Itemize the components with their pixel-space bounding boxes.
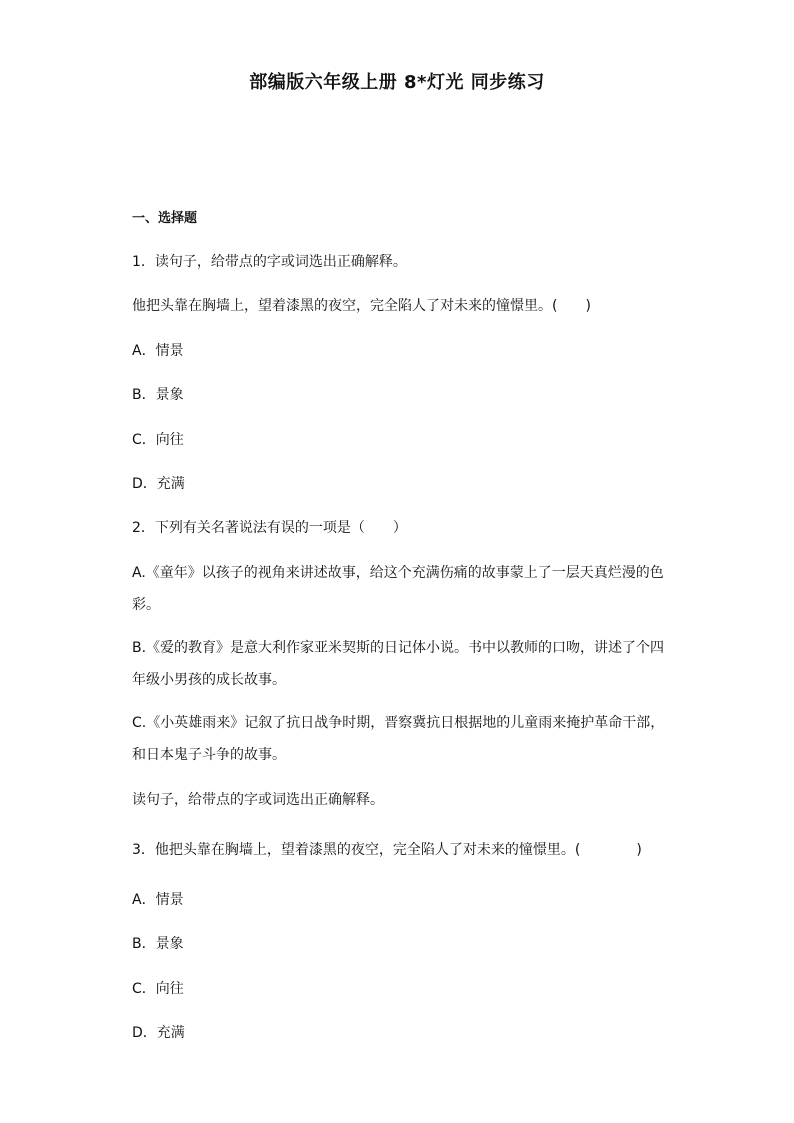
question-3-option-c: C．向往	[132, 981, 184, 997]
question-1-option-d: D．充满	[132, 476, 185, 492]
section-heading: 一、选择题	[132, 211, 198, 226]
question-3-option-a: A．情景	[132, 892, 184, 908]
question-3-option-d: D．充满	[132, 1025, 185, 1041]
question-3-instruction: 读句子，给带点的字或词选出正确解释。	[132, 792, 384, 808]
question-1-sentence: 他把头靠在胸墙上，望着漆黑的夜空，完全陷人了对未来的憧憬里。( )	[132, 298, 591, 314]
question-3-stem: 3．他把头靠在胸墙上，望着漆黑的夜空，完全陷人了对未来的憧憬里。( )	[132, 842, 642, 858]
question-2-option-b: B.《爱的教育》是意大利作家亚米契斯的日记体小说。书中以教师的口吻，讲述了个四年级小男孩的成长故事。	[132, 640, 665, 688]
question-1-option-a: A．情景	[132, 343, 184, 359]
question-2-option-c: C.《小英雄雨来》记叙了抗日战争时期，晋察冀抗日根据地的儿童雨来掩护革命干部，和日本鬼子斗争的故事。	[132, 715, 665, 763]
question-3-option-b: B．景象	[132, 936, 184, 952]
question-2-stem: 2．下列有关名著说法有误的一项是（ ）	[132, 520, 407, 536]
question-1-stem: 1．读句子，给带点的字或词选出正确解释。	[132, 254, 407, 270]
question-2-option-a: A.《童年》以孩子的视角来讲述故事，给这个充满伤痛的故事蒙上了一层天真烂漫的色彩。	[132, 565, 664, 613]
question-1-option-c: C．向往	[132, 432, 184, 448]
page-title: 部编版六年级上册 8*灯光 同步练习	[249, 72, 545, 93]
question-1-option-b: B．景象	[132, 387, 184, 403]
